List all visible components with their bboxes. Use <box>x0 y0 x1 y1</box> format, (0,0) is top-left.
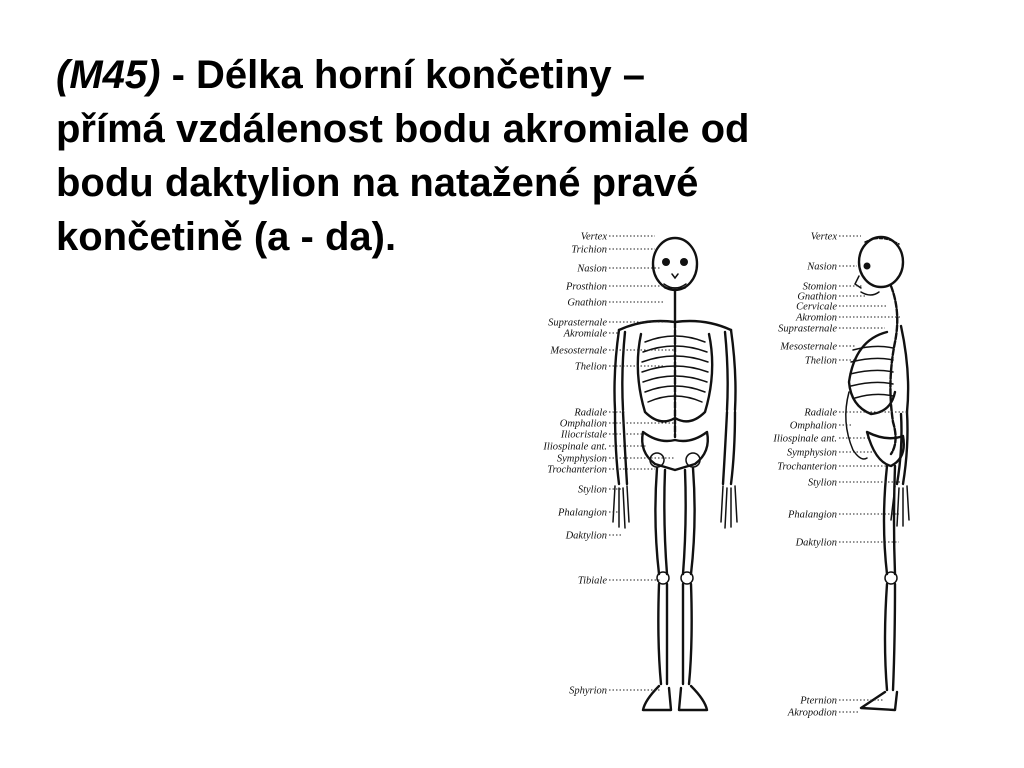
title-line-2: přímá vzdálenost bodu akromiale od <box>56 107 750 151</box>
anthropometric-skeleton-figure <box>515 222 935 722</box>
label-symphysion: Symphysion <box>556 453 607 465</box>
label-daktylion: Daktylion <box>565 530 607 542</box>
label-cervicale: Cervicale <box>796 301 837 313</box>
label-stylion: Stylion <box>807 477 837 489</box>
label-vertex: Vertex <box>580 231 607 243</box>
label-radiale: Radiale <box>574 407 607 419</box>
skeleton-diagram <box>515 222 935 722</box>
label-daktylion: Daktylion <box>795 537 837 549</box>
label-gnathion: Gnathion <box>567 297 607 309</box>
label-nasion: Nasion <box>807 261 837 273</box>
measurement-code: (M45) <box>56 53 161 97</box>
label-stylion: Stylion <box>577 484 607 496</box>
title-line-4: končetině (a - da). <box>56 215 397 259</box>
label-suprasternale: Suprasternale <box>548 317 607 329</box>
title-line-1-text: - Délka horní končetiny – <box>160 53 646 97</box>
label-iliocristale: Iliocristale <box>560 429 607 441</box>
label-omphalion: Omphalion <box>789 420 837 432</box>
label-trichion: Trichion <box>571 244 607 256</box>
label-akromiale: Akromiale <box>563 328 607 340</box>
label-radiale: Radiale <box>804 407 837 419</box>
label-trochanterion: Trochanterion <box>777 461 837 473</box>
label-akromion: Akromion <box>795 312 837 324</box>
label-symphysion: Symphysion <box>786 447 837 459</box>
label-mesosternale: Mesosternale <box>550 345 607 357</box>
title-line-1 <box>56 48 876 102</box>
label-gnathion: Gnathion <box>797 291 837 303</box>
label-stomion: Stomion <box>802 281 837 293</box>
label-iliospinale-ant: Iliospinale ant. <box>543 441 607 453</box>
label-prosthion: Prosthion <box>565 281 607 293</box>
label-phalangion: Phalangion <box>788 509 837 521</box>
label-vertex: Vertex <box>810 231 837 243</box>
label-pternion: Pternion <box>800 695 837 707</box>
label-thelion: Thelion <box>574 361 607 373</box>
label-nasion: Nasion <box>577 263 607 275</box>
label-tibiale: Tibiale <box>577 575 607 587</box>
label-thelion: Thelion <box>804 355 837 367</box>
label-phalangion: Phalangion <box>558 507 607 519</box>
label-iliospinale-ant: Iliospinale ant. <box>773 433 837 445</box>
label-mesosternale: Mesosternale <box>780 341 837 353</box>
front-skeleton <box>613 238 737 710</box>
label-omphalion: Omphalion <box>559 418 607 430</box>
side-skeleton <box>846 237 909 710</box>
title-line-3: bodu daktylion na natažené pravé <box>56 161 699 205</box>
label-akropodion: Akropodion <box>787 707 837 719</box>
label-sphyrion: Sphyrion <box>569 685 607 697</box>
label-trochanterion: Trochanterion <box>547 464 607 476</box>
label-suprasternale: Suprasternale <box>778 323 837 335</box>
